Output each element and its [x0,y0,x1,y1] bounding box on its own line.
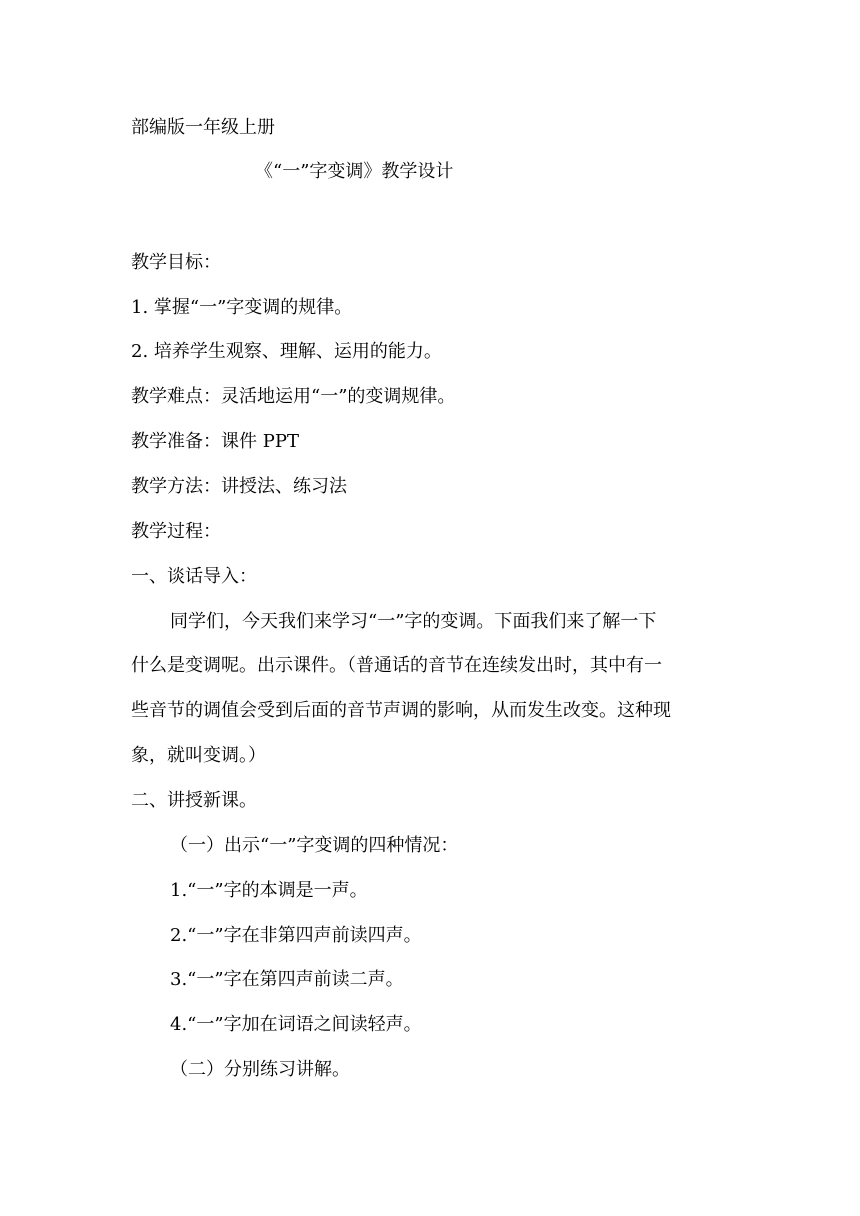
sub-2-heading: （二）分别练习讲解。 [170,1059,350,1080]
rule-2: 2.“一”字在非第四声前读四声。 [170,925,422,946]
rule-3: 3.“一”字在第四声前读二声。 [170,969,404,990]
section-2-heading: 二、讲授新课。 [131,790,257,811]
methods: 教学方法：讲授法、练习法 [131,476,347,497]
intro-line-3: 些音节的调值会受到后面的音节声调的影响，从而发生改变。这种现 [131,700,671,721]
objectives-heading: 教学目标： [131,252,221,273]
document-title: 《“一”字变调》教学设计 [255,161,454,182]
document-header: 部编版一年级上册 [131,117,275,138]
difficulty: 教学难点：灵活地运用“一”的变调规律。 [131,386,456,407]
sub-1-heading: （一）出示“一”字变调的四种情况： [170,835,459,856]
intro-line-2: 什么是变调呢。出示课件。（普通话的音节在连续发出时，其中有一 [131,655,662,676]
intro-line-4: 象，就叫变调。） [131,745,266,766]
rule-4: 4.“一”字加在词语之间读轻声。 [170,1014,422,1035]
rule-1: 1.“一”字的本调是一声。 [170,880,368,901]
objective-1: 1. 掌握“一”字变调的规律。 [131,297,353,318]
intro-line-1: 同学们，今天我们来学习“一”字的变调。下面我们来了解一下 [170,611,657,632]
preparation: 教学准备：课件 PPT [131,431,299,452]
objective-2: 2. 培养学生观察、理解、运用的能力。 [131,341,442,362]
process-heading: 教学过程： [131,521,221,542]
section-1-heading: 一、谈话导入： [131,566,257,587]
